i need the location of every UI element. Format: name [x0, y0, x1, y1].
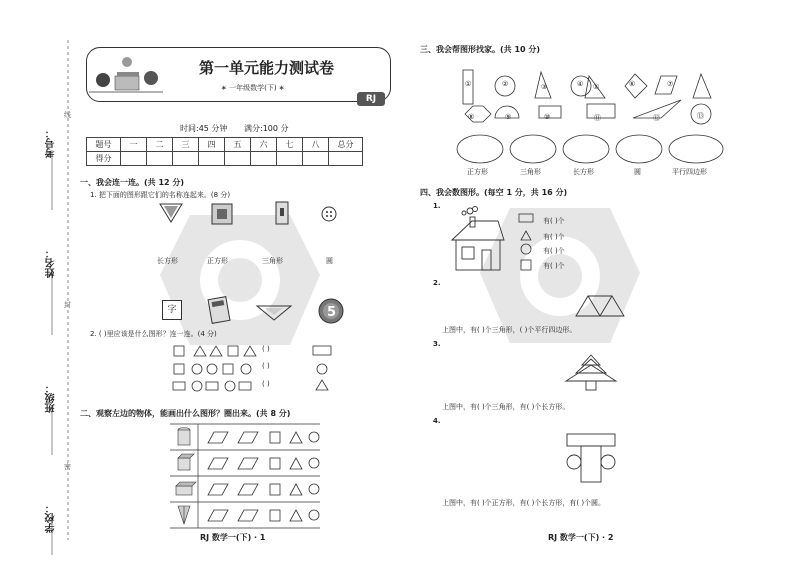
score-input-cell[interactable] [225, 152, 251, 166]
cylinder-icon [178, 428, 190, 446]
q-number: 1. [433, 202, 441, 210]
section1-q2: 2. ( )里应该是什么图形？连一连。(4 分) [90, 330, 217, 338]
section2-title: 二、观察左边的物体，能画出什么图形？圈出来。(共 8 分) [80, 409, 291, 418]
section4-title: 四、我会数图形。(每空 1 分，共 16 分) [420, 188, 568, 197]
robot-figure [565, 432, 617, 484]
cube-icon [178, 454, 194, 470]
q1-top-objects [160, 202, 340, 230]
count-circles[interactable]: 有( )个 [543, 247, 565, 255]
home-label-rectangle: 长方形 [573, 168, 594, 176]
score-table-score-row [87, 152, 363, 166]
pattern-sequences [172, 344, 272, 396]
shape-number: ⑩ [544, 113, 551, 121]
score-cell: 三 [173, 138, 199, 152]
coin-label: 5 [327, 305, 337, 320]
coin-icon [318, 298, 344, 324]
score-cell: 七 [277, 138, 303, 152]
grade-subtitle-text: 一年级数学(下) [229, 84, 277, 92]
shape-name-rectangle: 长方形 [157, 257, 178, 265]
score-cell: 二 [147, 138, 173, 152]
score-input-cell[interactable] [121, 152, 147, 166]
score-input-cell[interactable] [277, 152, 303, 166]
triangle-ruler-icon [257, 306, 291, 320]
binding-lines [0, 0, 80, 572]
house-figure [450, 205, 510, 275]
shape-number: ① [465, 80, 472, 88]
school-label: 学校： [46, 503, 57, 533]
score-table-header-row [87, 138, 363, 152]
time-limit: 时间:45 分钟 [180, 124, 228, 133]
footer-left: RJ 数学一(下) · 1 [200, 533, 266, 542]
section3-title: 三、我会帮图形找家。(共 10 分) [420, 45, 541, 54]
triangle-strip-figure [574, 294, 626, 318]
q-number: 2. [433, 279, 441, 287]
shape-number: ⑪ [594, 114, 601, 122]
blank-paren[interactable]: ( ) [262, 380, 270, 388]
score-cell: 得分 [87, 152, 121, 166]
shape-number: ⑨ [505, 113, 512, 121]
score-cell: 五 [225, 138, 251, 152]
shape-number: ⑬ [697, 112, 704, 120]
section2-grid [170, 424, 320, 528]
shape-cards [455, 70, 715, 130]
triangle-object-icon [160, 204, 182, 222]
shape-name-triangle: 三角形 [262, 257, 283, 265]
button-icon [322, 207, 336, 221]
name-label: 姓名： [46, 248, 57, 278]
score-input-cell[interactable] [173, 152, 199, 166]
score-input-cell[interactable] [251, 152, 277, 166]
score-cell: 八 [303, 138, 329, 152]
shape-number: ⑧ [468, 113, 475, 121]
home-label-parallelogram: 平行四边形 [672, 168, 707, 176]
banner-illustration [89, 54, 165, 98]
calculator-icon [208, 297, 230, 324]
cut-mark-secret: 密 [64, 463, 71, 471]
shape-number: ⑦ [667, 80, 674, 88]
book-icon [276, 202, 288, 224]
score-input-cell[interactable] [147, 152, 173, 166]
footer-right: RJ 数学一(下) · 2 [548, 533, 614, 542]
cut-mark-line: 线 [64, 111, 71, 119]
score-input-cell[interactable] [199, 152, 225, 166]
shape-name-square: 正方形 [207, 257, 228, 265]
count-rectangles[interactable]: 有( )个 [543, 217, 565, 225]
section1-q1: 1. 把下面的图形跟它们的名称连起来。(8 分) [90, 191, 231, 199]
full-score: 满分:100 分 [244, 124, 289, 133]
shape-homes [455, 133, 730, 165]
rubik-cube-icon [212, 204, 232, 224]
score-cell: 一 [121, 138, 147, 152]
cut-mark-seal: 封 [64, 301, 71, 309]
score-cell: 四 [199, 138, 225, 152]
section1-title: 一、我会连一连。(共 12 分) [80, 178, 185, 187]
score-cell: 六 [251, 138, 277, 152]
count-squares[interactable]: 有( )个 [543, 262, 565, 270]
shape-number: ⑤ [593, 83, 600, 91]
shape-number: ② [502, 80, 509, 88]
score-input-cell[interactable] [329, 152, 363, 166]
shape-number: ⑫ [653, 114, 660, 122]
q-number: 3. [433, 340, 441, 348]
title-banner [86, 47, 391, 102]
exam-number-label: 考号： [46, 128, 57, 158]
grade-subtitle: ∗ 一年级数学(下) ∗ [221, 84, 285, 92]
character-card-icon: 字 [162, 300, 182, 320]
shape-number: ⑥ [629, 80, 636, 88]
tree-figure [564, 355, 618, 391]
q-number: 4. [433, 417, 441, 425]
home-label-triangle: 三角形 [520, 168, 541, 176]
score-input-cell[interactable] [303, 152, 329, 166]
blank-paren[interactable]: ( ) [262, 362, 270, 370]
score-table [86, 137, 363, 166]
cuboid-icon [176, 482, 196, 495]
blank-paren[interactable]: ( ) [262, 345, 270, 353]
rj-badge: RJ [357, 92, 385, 106]
q3-answer-text[interactable]: 上图中，有( )个三角形，有( )个长方形。 [442, 403, 570, 411]
shape-name-circle: 圆 [326, 257, 333, 265]
q2-answer-text[interactable]: 上图中，有( )个三角形，( )个平行四边形。 [442, 326, 577, 334]
score-cell: 总分 [329, 138, 363, 152]
shape-number: ④ [577, 80, 584, 88]
pattern-options [312, 344, 334, 396]
home-label-square: 正方形 [467, 168, 488, 176]
shape-number: ③ [541, 83, 548, 91]
count-triangles[interactable]: 有( )个 [543, 233, 565, 241]
score-cell: 题号 [87, 138, 121, 152]
triangular-prism-icon [178, 506, 190, 524]
page-title: 第一单元能力测试卷 [199, 59, 335, 77]
count-legend-shapes [518, 212, 534, 272]
home-label-circle: 圆 [634, 168, 641, 176]
q4-answer-text[interactable]: 上图中，有( )个正方形，有( )个长方形，有( )个圆。 [442, 499, 606, 507]
class-label: 班级： [46, 383, 57, 413]
